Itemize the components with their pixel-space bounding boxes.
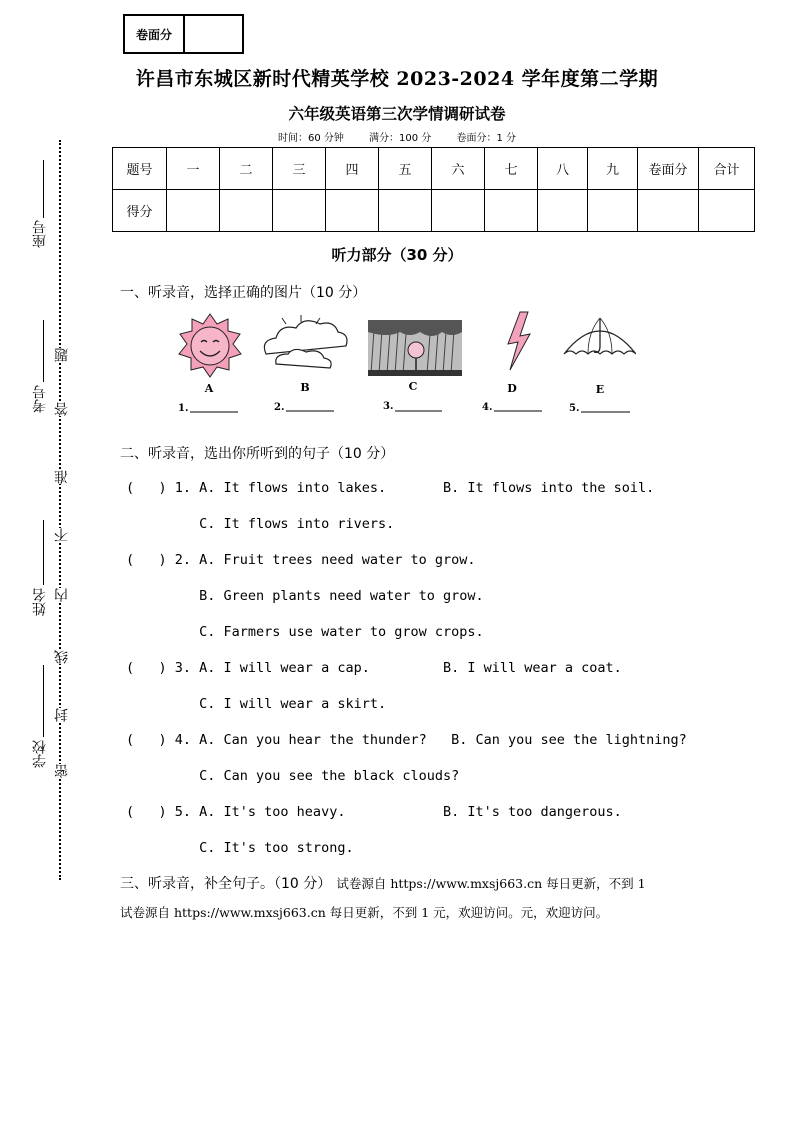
picture-letter: E (595, 383, 605, 396)
listening-section-title: 听力部分（30 分） (331, 246, 463, 264)
name-underline[interactable] (43, 520, 44, 585)
score-cell[interactable] (588, 190, 638, 232)
table-cell: 七 (485, 148, 538, 190)
score-box-value[interactable] (185, 16, 242, 52)
seal-char: 封 (54, 708, 70, 722)
table-cell: 六 (432, 148, 485, 190)
school-label: 学校 (32, 740, 48, 768)
picture-letter: D (507, 382, 517, 395)
blank-number: 1. (178, 403, 189, 414)
question-line: C. It's too strong. (126, 840, 354, 856)
score-cell[interactable] (220, 190, 273, 232)
exam-number-underline[interactable] (43, 320, 44, 382)
score-cell[interactable] (326, 190, 379, 232)
table-cell: 八 (538, 148, 588, 190)
name-label: 姓名 (32, 588, 48, 616)
score-box-label: 卷面分 (125, 16, 185, 52)
question-line: B. Green plants need water to grow. (126, 588, 484, 604)
picture-letter: B (300, 381, 310, 394)
table-cell: 题号 (113, 148, 167, 190)
table-cell: 一 (167, 148, 220, 190)
score-table-score-row (113, 190, 755, 232)
score-cell[interactable] (699, 190, 755, 232)
score-cell[interactable] (432, 190, 485, 232)
blank-number: 3. (383, 401, 394, 412)
question-line: C. I will wear a skirt. (126, 696, 387, 712)
table-cell: 二 (220, 148, 273, 190)
score-cell[interactable] (167, 190, 220, 232)
exam-neatness-score: 卷面分：1 分 (456, 133, 517, 144)
source-note-line2: 试卷源自 https://www.mxsj663.cn 每日更新，不到 1 元，欢迎访问。元，欢迎访问。 (120, 905, 609, 920)
exam-meta (0, 129, 794, 144)
table-cell: 合计 (699, 148, 755, 190)
blank-number: 4. (482, 402, 493, 413)
seal-char: 不 (54, 528, 70, 542)
blank-number: 2. (274, 402, 285, 413)
score-cell[interactable] (485, 190, 538, 232)
score-cell[interactable] (379, 190, 432, 232)
table-cell: 卷面分 (638, 148, 699, 190)
seal-char: 密 (54, 764, 70, 778)
question-line: ( ) 4. A. Can you hear the thunder? B. Can you see the lightning? (126, 732, 687, 748)
question-line: C. Farmers use water to grow crops. (126, 624, 484, 640)
score-box (123, 14, 244, 54)
seal-char: 题 (54, 348, 70, 362)
exam-time: 时间：60 分钟 (277, 133, 344, 144)
seal-char: 线 (54, 650, 70, 664)
table-cell: 三 (273, 148, 326, 190)
question-line: C. Can you see the black clouds? (126, 768, 460, 784)
score-cell[interactable] (273, 190, 326, 232)
exam-title: 许昌市东城区新时代精英学校 2023-2024 学年度第二学期 (135, 68, 659, 90)
table-cell: 九 (588, 148, 638, 190)
question-line: ( ) 5. A. It's too heavy. B. It's too dangerous. (126, 804, 622, 820)
storm-clouds-icon (368, 320, 462, 376)
weather-pictures (120, 306, 636, 426)
question-line: ( ) 2. A. Fruit trees need water to grow. (126, 552, 476, 568)
table-cell: 五 (379, 148, 432, 190)
score-table (112, 147, 755, 232)
question-line: ( ) 3. A. I will wear a cap. B. I will wear a coat. (126, 660, 622, 676)
table-cell: 得分 (113, 190, 167, 232)
blank-number: 5. (569, 403, 580, 414)
score-table-header-row (113, 148, 755, 190)
seal-char: 内 (54, 588, 70, 602)
exam-number-label: 考号 (32, 385, 48, 413)
part3-heading: 三、听录音，补全句子。（10 分） (120, 876, 332, 892)
seal-char: 答 (54, 402, 70, 416)
picture-letter: A (204, 382, 214, 395)
part2-heading: 二、听录音，选出你所听到的句子（10 分） (120, 446, 395, 462)
exam-subtitle: 六年级英语第三次学情调研试卷 (288, 104, 506, 123)
exam-total-score: 满分：100 分 (369, 133, 432, 144)
source-note: 试卷源自 https://www.mxsj663.cn 每日更新，不到 1 (336, 876, 646, 891)
school-underline[interactable] (43, 665, 44, 737)
seal-char: 准 (54, 470, 70, 484)
seat-number-underline[interactable] (43, 160, 44, 218)
part1-heading: 一、听录音，选择正确的图片（10 分） (120, 285, 367, 301)
score-cell[interactable] (638, 190, 699, 232)
question-line: C. It flows into rivers. (126, 516, 395, 532)
seat-number-label: 座号 (32, 220, 48, 248)
table-cell: 四 (326, 148, 379, 190)
score-cell[interactable] (538, 190, 588, 232)
picture-letter: C (408, 380, 418, 393)
question-line: ( ) 1. A. It flows into lakes. B. It flows into the soil. (126, 480, 655, 496)
part3-row (120, 873, 646, 893)
